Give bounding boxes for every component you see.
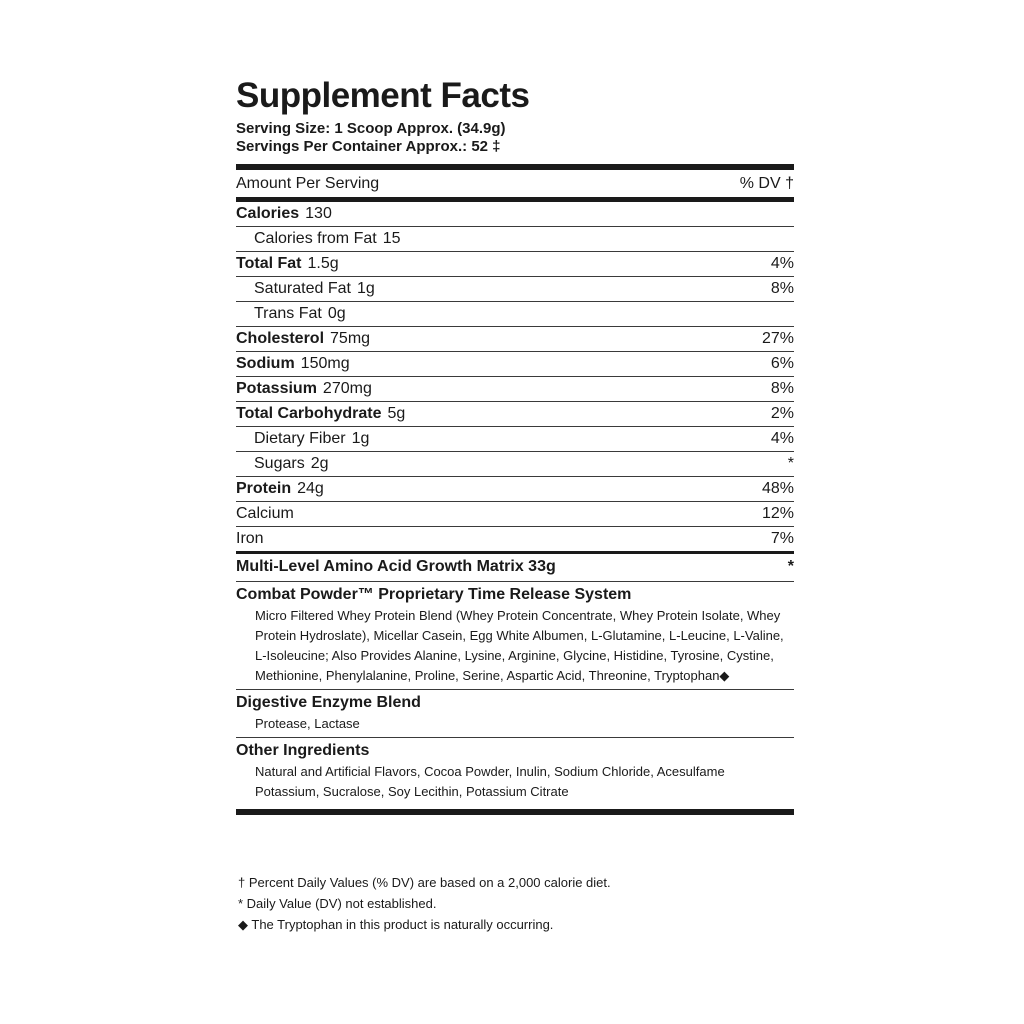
other-ingredients-title: Other Ingredients <box>236 742 370 759</box>
nutrient-name: Saturated Fat <box>254 280 351 297</box>
nutrient-row <box>236 502 794 527</box>
nutrient-amount: 2g <box>310 455 329 472</box>
nutrient-name: Trans Fat <box>254 305 322 322</box>
nutrient-amount: 1g <box>356 280 375 297</box>
nutrient-amount: 15 <box>382 230 401 247</box>
nutrient-name: Dietary Fiber <box>254 430 346 447</box>
nutrient-label <box>236 330 370 348</box>
amino-matrix-label: Multi-Level Amino Acid Growth Matrix 33g <box>236 558 556 575</box>
nutrient-label <box>236 280 375 298</box>
nutrient-dv: 8% <box>770 280 794 297</box>
nutrient-row <box>236 477 794 502</box>
nutrient-name: Cholesterol <box>236 330 325 347</box>
nutrient-label <box>236 405 405 423</box>
nutrient-label <box>236 305 346 323</box>
nutrient-label <box>236 455 329 473</box>
footnote-tryptophan: ◆ The Tryptophan in this product is naturally occurring. <box>238 917 554 932</box>
amount-per-serving-label: Amount Per Serving <box>236 174 380 192</box>
nutrient-row <box>236 527 794 551</box>
amino-matrix-section <box>236 554 794 582</box>
nutrient-amount: 1.5g <box>307 255 339 272</box>
nutrient-dv: 4% <box>770 255 794 272</box>
supplement-facts-panel <box>236 72 794 815</box>
nutrient-label <box>236 230 401 248</box>
nutrient-label <box>236 255 339 273</box>
nutrient-row <box>236 402 794 427</box>
panel-title: Supplement Facts <box>236 76 530 115</box>
nutrient-row <box>236 302 794 327</box>
nutrient-label <box>236 505 300 523</box>
nutrient-label <box>236 380 372 398</box>
nutrient-dv: * <box>787 455 794 472</box>
nutrient-name: Sugars <box>254 455 305 472</box>
servings-per-container: Servings Per Container Approx.: 52 ‡ <box>236 138 501 155</box>
footnote-asterisk: * Daily Value (DV) not established. <box>238 896 437 911</box>
combat-title: Combat Powder™ Proprietary Time Release System <box>236 586 632 603</box>
thick-divider-bottom <box>236 809 794 815</box>
nutrient-amount: 24g <box>297 480 324 497</box>
other-ingredients-section <box>236 738 794 805</box>
nutrient-table <box>236 202 794 551</box>
nutrient-row <box>236 452 794 477</box>
nutrient-name: Calcium <box>236 505 294 522</box>
nutrient-name: Sodium <box>236 355 295 372</box>
nutrient-label <box>236 530 270 548</box>
nutrient-row <box>236 227 794 252</box>
nutrient-name: Calories <box>236 205 300 222</box>
footnote-dv: † Percent Daily Values (% DV) are based on a 2,000 calorie diet. <box>238 875 611 890</box>
nutrient-amount: 1g <box>351 430 370 447</box>
nutrient-dv: 8% <box>770 380 794 397</box>
nutrient-label <box>236 430 369 448</box>
combat-section <box>236 582 794 690</box>
nutrient-dv: 27% <box>761 330 794 347</box>
nutrient-row <box>236 327 794 352</box>
enzyme-title: Digestive Enzyme Blend <box>236 694 421 711</box>
combat-ingredients: Micro Filtered Whey Protein Blend (Whey Protein Concentrate, Whey Protein Isolate, Whey Protein Hydroslate), Micellar Casein, Egg White Albumen, L-Glutamine, L-Leucine, L-Valine, L-Isoleucine; Also Provides Alanine, Lysine, Arginine, Glycine, Histidine, Tyrosine, Cystine, Methionine, Phenylalanine, Proline, Serine, Aspartic Acid, Threonine, Tryptophan◆ <box>255 608 784 683</box>
nutrient-label <box>236 355 350 373</box>
nutrient-amount: 75mg <box>330 330 371 347</box>
nutrient-label <box>236 480 324 498</box>
nutrient-amount: 0g <box>327 305 346 322</box>
enzyme-ingredients: Protease, Lactase <box>255 716 360 731</box>
nutrient-dv: 4% <box>770 430 794 447</box>
nutrient-row <box>236 352 794 377</box>
nutrient-name: Iron <box>236 530 264 547</box>
nutrient-row <box>236 277 794 302</box>
nutrient-row <box>236 252 794 277</box>
nutrient-name: Protein <box>236 480 292 497</box>
amount-header <box>236 170 794 197</box>
nutrient-dv: 48% <box>761 480 794 497</box>
enzyme-section <box>236 690 794 738</box>
nutrient-name: Total Fat <box>236 255 302 272</box>
nutrient-name: Total Carbohydrate <box>236 405 382 422</box>
nutrient-row <box>236 377 794 402</box>
nutrient-amount: 130 <box>305 205 332 222</box>
dv-header-label: % DV † <box>739 174 794 192</box>
nutrient-row <box>236 202 794 227</box>
nutrient-name: Calories from Fat <box>254 230 377 247</box>
amino-matrix-dv: * <box>787 558 794 575</box>
nutrient-dv: 6% <box>770 355 794 372</box>
footnotes <box>238 872 798 935</box>
nutrient-amount: 270mg <box>322 380 372 397</box>
nutrient-dv: 2% <box>770 405 794 422</box>
other-ingredients-text: Natural and Artificial Flavors, Cocoa Powder, Inulin, Sodium Chloride, Acesulfame Potassium, Sucralose, Soy Lecithin, Potassium Citrate <box>255 764 725 799</box>
nutrient-dv: 7% <box>770 530 794 547</box>
nutrient-name: Potassium <box>236 380 317 397</box>
nutrient-label <box>236 205 332 223</box>
nutrient-dv: 12% <box>761 505 794 522</box>
nutrient-row <box>236 427 794 452</box>
nutrient-amount: 150mg <box>300 355 350 372</box>
nutrient-amount: 5g <box>387 405 406 422</box>
serving-size: Serving Size: 1 Scoop Approx. (34.9g) <box>236 120 506 137</box>
